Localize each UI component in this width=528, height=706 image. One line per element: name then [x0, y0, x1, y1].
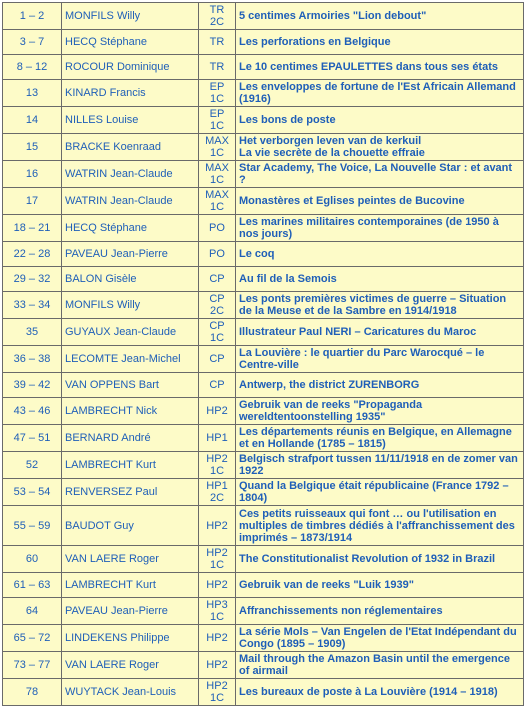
exhibit-title: Les bureaux de poste à La Louvière (1914 – 1918): [236, 679, 524, 706]
frame-numbers: 64: [3, 598, 62, 625]
category-line: TR: [209, 4, 225, 16]
table-row: [3, 479, 524, 506]
table-row: [3, 30, 524, 55]
category-code: [199, 161, 236, 188]
exhibit-title: Mail through the Amazon Basin until the emergence of airmail: [236, 652, 524, 679]
category-line: HP3: [206, 599, 228, 611]
category-code: [199, 242, 236, 267]
exhibit-title: Les ponts premières victimes de guerre – Situation de la Meuse et de la Sambre en 1914/1918: [236, 292, 524, 319]
frame-numbers: 65 – 72: [3, 625, 62, 652]
table-row: [3, 55, 524, 80]
exhibitor-name: GUYAUX Jean-Claude: [62, 319, 199, 346]
category-line: 1C: [209, 692, 225, 704]
category-line: HP2: [206, 519, 228, 532]
category-code: [199, 267, 236, 292]
frame-numbers: 73 – 77: [3, 652, 62, 679]
category-line: MAX: [205, 162, 229, 174]
frame-numbers: 3 – 7: [3, 30, 62, 55]
exhibit-title: Illustrateur Paul NERI – Caricatures du Maroc: [236, 319, 524, 346]
category-line: HP2: [206, 579, 228, 591]
category-line: 1C: [209, 611, 225, 623]
category-code: [199, 652, 236, 679]
exhibit-title: Gebruik van de reeks "Propaganda wereldtentoonstelling 1935": [236, 398, 524, 425]
category-code: [199, 80, 236, 107]
table-row: [3, 161, 524, 188]
category-line: 2C: [209, 305, 225, 317]
category-line: HP2: [206, 405, 228, 417]
exhibitor-name: WATRIN Jean-Claude: [62, 188, 199, 215]
frame-numbers: 78: [3, 679, 62, 706]
table-row: [3, 652, 524, 679]
exhibitor-name: BRACKE Koenraad: [62, 134, 199, 161]
exhibitor-name: RENVERSEZ Paul: [62, 479, 199, 506]
table-row: [3, 107, 524, 134]
frame-numbers: 43 – 46: [3, 398, 62, 425]
exhibit-title: Quand la Belgique était républicaine (France 1792 – 1804): [236, 479, 524, 506]
category-line: PO: [209, 248, 225, 260]
exhibitor-name: BALON Gisèle: [62, 267, 199, 292]
category-code: [199, 215, 236, 242]
category-line: 1C: [209, 332, 225, 344]
exhibitor-name: PAVEAU Jean-Pierre: [62, 598, 199, 625]
exhibitor-name: LAMBRECHT Kurt: [62, 573, 199, 598]
category-line: 1C: [209, 559, 225, 571]
category-code: [199, 573, 236, 598]
category-code: [199, 479, 236, 506]
exhibitor-name: VAN LAERE Roger: [62, 652, 199, 679]
exhibitor-name: HECQ Stéphane: [62, 215, 199, 242]
table-row: [3, 679, 524, 706]
category-line: HP1: [206, 432, 228, 444]
exhibit-title: Les marines militaires contemporaines (de 1950 à nos jours): [236, 215, 524, 242]
exhibitor-name: VAN LAERE Roger: [62, 546, 199, 573]
exhibitor-name: MONFILS Willy: [62, 292, 199, 319]
category-code: [199, 506, 236, 546]
category-code: [199, 679, 236, 706]
exhibit-title: La série Mols – Van Engelen de l'Etat Indépendant du Congo (1895 – 1909): [236, 625, 524, 652]
category-line: 1C: [209, 465, 225, 477]
exhibitor-name: WUYTACK Jean-Louis: [62, 679, 199, 706]
table-row: [3, 373, 524, 398]
table-row: [3, 625, 524, 652]
exhibit-title: Gebruik van de reeks "Luik 1939": [236, 573, 524, 598]
category-code: [199, 598, 236, 625]
category-code: [199, 3, 236, 30]
exhibit-title: Le 10 centimes EPAULETTES dans tous ses états: [236, 55, 524, 80]
category-line: CP: [209, 379, 225, 391]
exhibit-table: [2, 2, 524, 706]
table-row: [3, 398, 524, 425]
category-code: [199, 346, 236, 373]
table-body: [3, 3, 524, 706]
frame-numbers: 14: [3, 107, 62, 134]
table-row: [3, 452, 524, 479]
frame-numbers: 16: [3, 161, 62, 188]
category-line: EP: [209, 108, 225, 120]
category-line: 1C: [209, 147, 225, 159]
table-row: [3, 267, 524, 292]
exhibitor-name: ROCOUR Dominique: [62, 55, 199, 80]
frame-numbers: 17: [3, 188, 62, 215]
category-code: [199, 398, 236, 425]
category-code: [199, 134, 236, 161]
frame-numbers: 55 – 59: [3, 506, 62, 546]
exhibitor-name: LINDEKENS Philippe: [62, 625, 199, 652]
category-line: HP1: [206, 480, 228, 492]
frame-numbers: 18 – 21: [3, 215, 62, 242]
category-line: CP: [209, 320, 225, 332]
category-code: [199, 30, 236, 55]
exhibitor-name: KINARD Francis: [62, 80, 199, 107]
table-row: [3, 80, 524, 107]
exhibitor-name: LAMBRECHT Kurt: [62, 452, 199, 479]
category-line: 1C: [209, 120, 225, 132]
exhibit-title: La Louvière : le quartier du Parc Warocqué – le Centre-ville: [236, 346, 524, 373]
category-code: [199, 546, 236, 573]
category-line: MAX: [205, 189, 229, 201]
frame-numbers: 1 – 2: [3, 3, 62, 30]
exhibit-title: Monastères et Eglises peintes de Bucovine: [236, 188, 524, 215]
category-line: TR: [209, 36, 225, 48]
exhibit-title: Les enveloppes de fortune de l'Est Africain Allemand (1916): [236, 80, 524, 107]
exhibit-title: Belgisch strafport tussen 11/11/1918 en de zomer van 1922: [236, 452, 524, 479]
table-row: [3, 3, 524, 30]
exhibit-title: 5 centimes Armoiries "Lion debout": [236, 3, 524, 30]
exhibit-title: Ces petits ruisseaux qui font … ou l'utilisation en multiples de timbres dédiés à l'affranchissement des imprimés – 1873/1914: [236, 506, 524, 546]
table-row: [3, 292, 524, 319]
category-code: [199, 452, 236, 479]
frame-numbers: 39 – 42: [3, 373, 62, 398]
category-line: CP: [209, 273, 225, 285]
frame-numbers: 22 – 28: [3, 242, 62, 267]
category-line: HP2: [206, 453, 228, 465]
table-row: [3, 215, 524, 242]
category-line: 2C: [209, 492, 225, 504]
frame-numbers: 13: [3, 80, 62, 107]
table-row: [3, 242, 524, 267]
category-code: [199, 625, 236, 652]
exhibit-title: Au fil de la Semois: [236, 267, 524, 292]
category-code: [199, 292, 236, 319]
category-line: TR: [209, 61, 225, 73]
table-row: [3, 546, 524, 573]
frame-numbers: 52: [3, 452, 62, 479]
exhibit-title: Les départements réunis en Belgique, en Allemagne et en Hollande (1785 – 1815): [236, 425, 524, 452]
table-row: [3, 188, 524, 215]
exhibitor-name: LECOMTE Jean-Michel: [62, 346, 199, 373]
frame-numbers: 8 – 12: [3, 55, 62, 80]
exhibitor-name: PAVEAU Jean-Pierre: [62, 242, 199, 267]
frame-numbers: 33 – 34: [3, 292, 62, 319]
table-row: [3, 506, 524, 546]
category-line: MAX: [205, 135, 229, 147]
category-code: [199, 188, 236, 215]
category-line: EP: [209, 81, 225, 93]
exhibitor-name: BAUDOT Guy: [62, 506, 199, 546]
frame-numbers: 47 – 51: [3, 425, 62, 452]
exhibit-title: Affranchissements non réglementaires: [236, 598, 524, 625]
table-row: [3, 573, 524, 598]
table-row: [3, 346, 524, 373]
category-line: HP2: [206, 632, 228, 644]
exhibit-title: The Constitutionalist Revolution of 1932 in Brazil: [236, 546, 524, 573]
exhibitor-name: MONFILS Willy: [62, 3, 199, 30]
category-line: CP: [209, 293, 225, 305]
exhibitor-name: LAMBRECHT Nick: [62, 398, 199, 425]
exhibit-title: Le coq: [236, 242, 524, 267]
exhibit-title: Les bons de poste: [236, 107, 524, 134]
frame-numbers: 15: [3, 134, 62, 161]
category-line: 1C: [209, 201, 225, 213]
table-row: [3, 134, 524, 161]
table-row: [3, 319, 524, 346]
category-code: [199, 55, 236, 80]
exhibit-title: Les perforations en Belgique: [236, 30, 524, 55]
frame-numbers: 61 – 63: [3, 573, 62, 598]
exhibitor-name: BERNARD André: [62, 425, 199, 452]
category-line: 1C: [209, 174, 225, 186]
category-code: [199, 373, 236, 398]
category-line: HP2: [206, 659, 228, 671]
category-code: [199, 425, 236, 452]
frame-numbers: 35: [3, 319, 62, 346]
frame-numbers: 60: [3, 546, 62, 573]
frame-numbers: 36 – 38: [3, 346, 62, 373]
exhibit-title: Antwerp, the district ZURENBORG: [236, 373, 524, 398]
exhibitor-name: VAN OPPENS Bart: [62, 373, 199, 398]
category-line: HP2: [206, 547, 228, 559]
frame-numbers: 53 – 54: [3, 479, 62, 506]
category-line: PO: [209, 222, 225, 234]
exhibitor-name: WATRIN Jean-Claude: [62, 161, 199, 188]
frame-numbers: 29 – 32: [3, 267, 62, 292]
category-code: [199, 107, 236, 134]
table-row: [3, 598, 524, 625]
exhibitor-name: NILLES Louise: [62, 107, 199, 134]
exhibit-title: Het verborgen leven van de kerkuil La vie secrète de la chouette effraie: [236, 134, 524, 161]
category-line: 1C: [209, 93, 225, 105]
category-line: HP2: [206, 680, 228, 692]
table-row: [3, 425, 524, 452]
category-line: CP: [209, 353, 225, 365]
category-line: 2C: [209, 16, 225, 28]
category-code: [199, 319, 236, 346]
exhibit-title: Star Academy, The Voice, La Nouvelle Star : et avant ?: [236, 161, 524, 188]
exhibitor-name: HECQ Stéphane: [62, 30, 199, 55]
